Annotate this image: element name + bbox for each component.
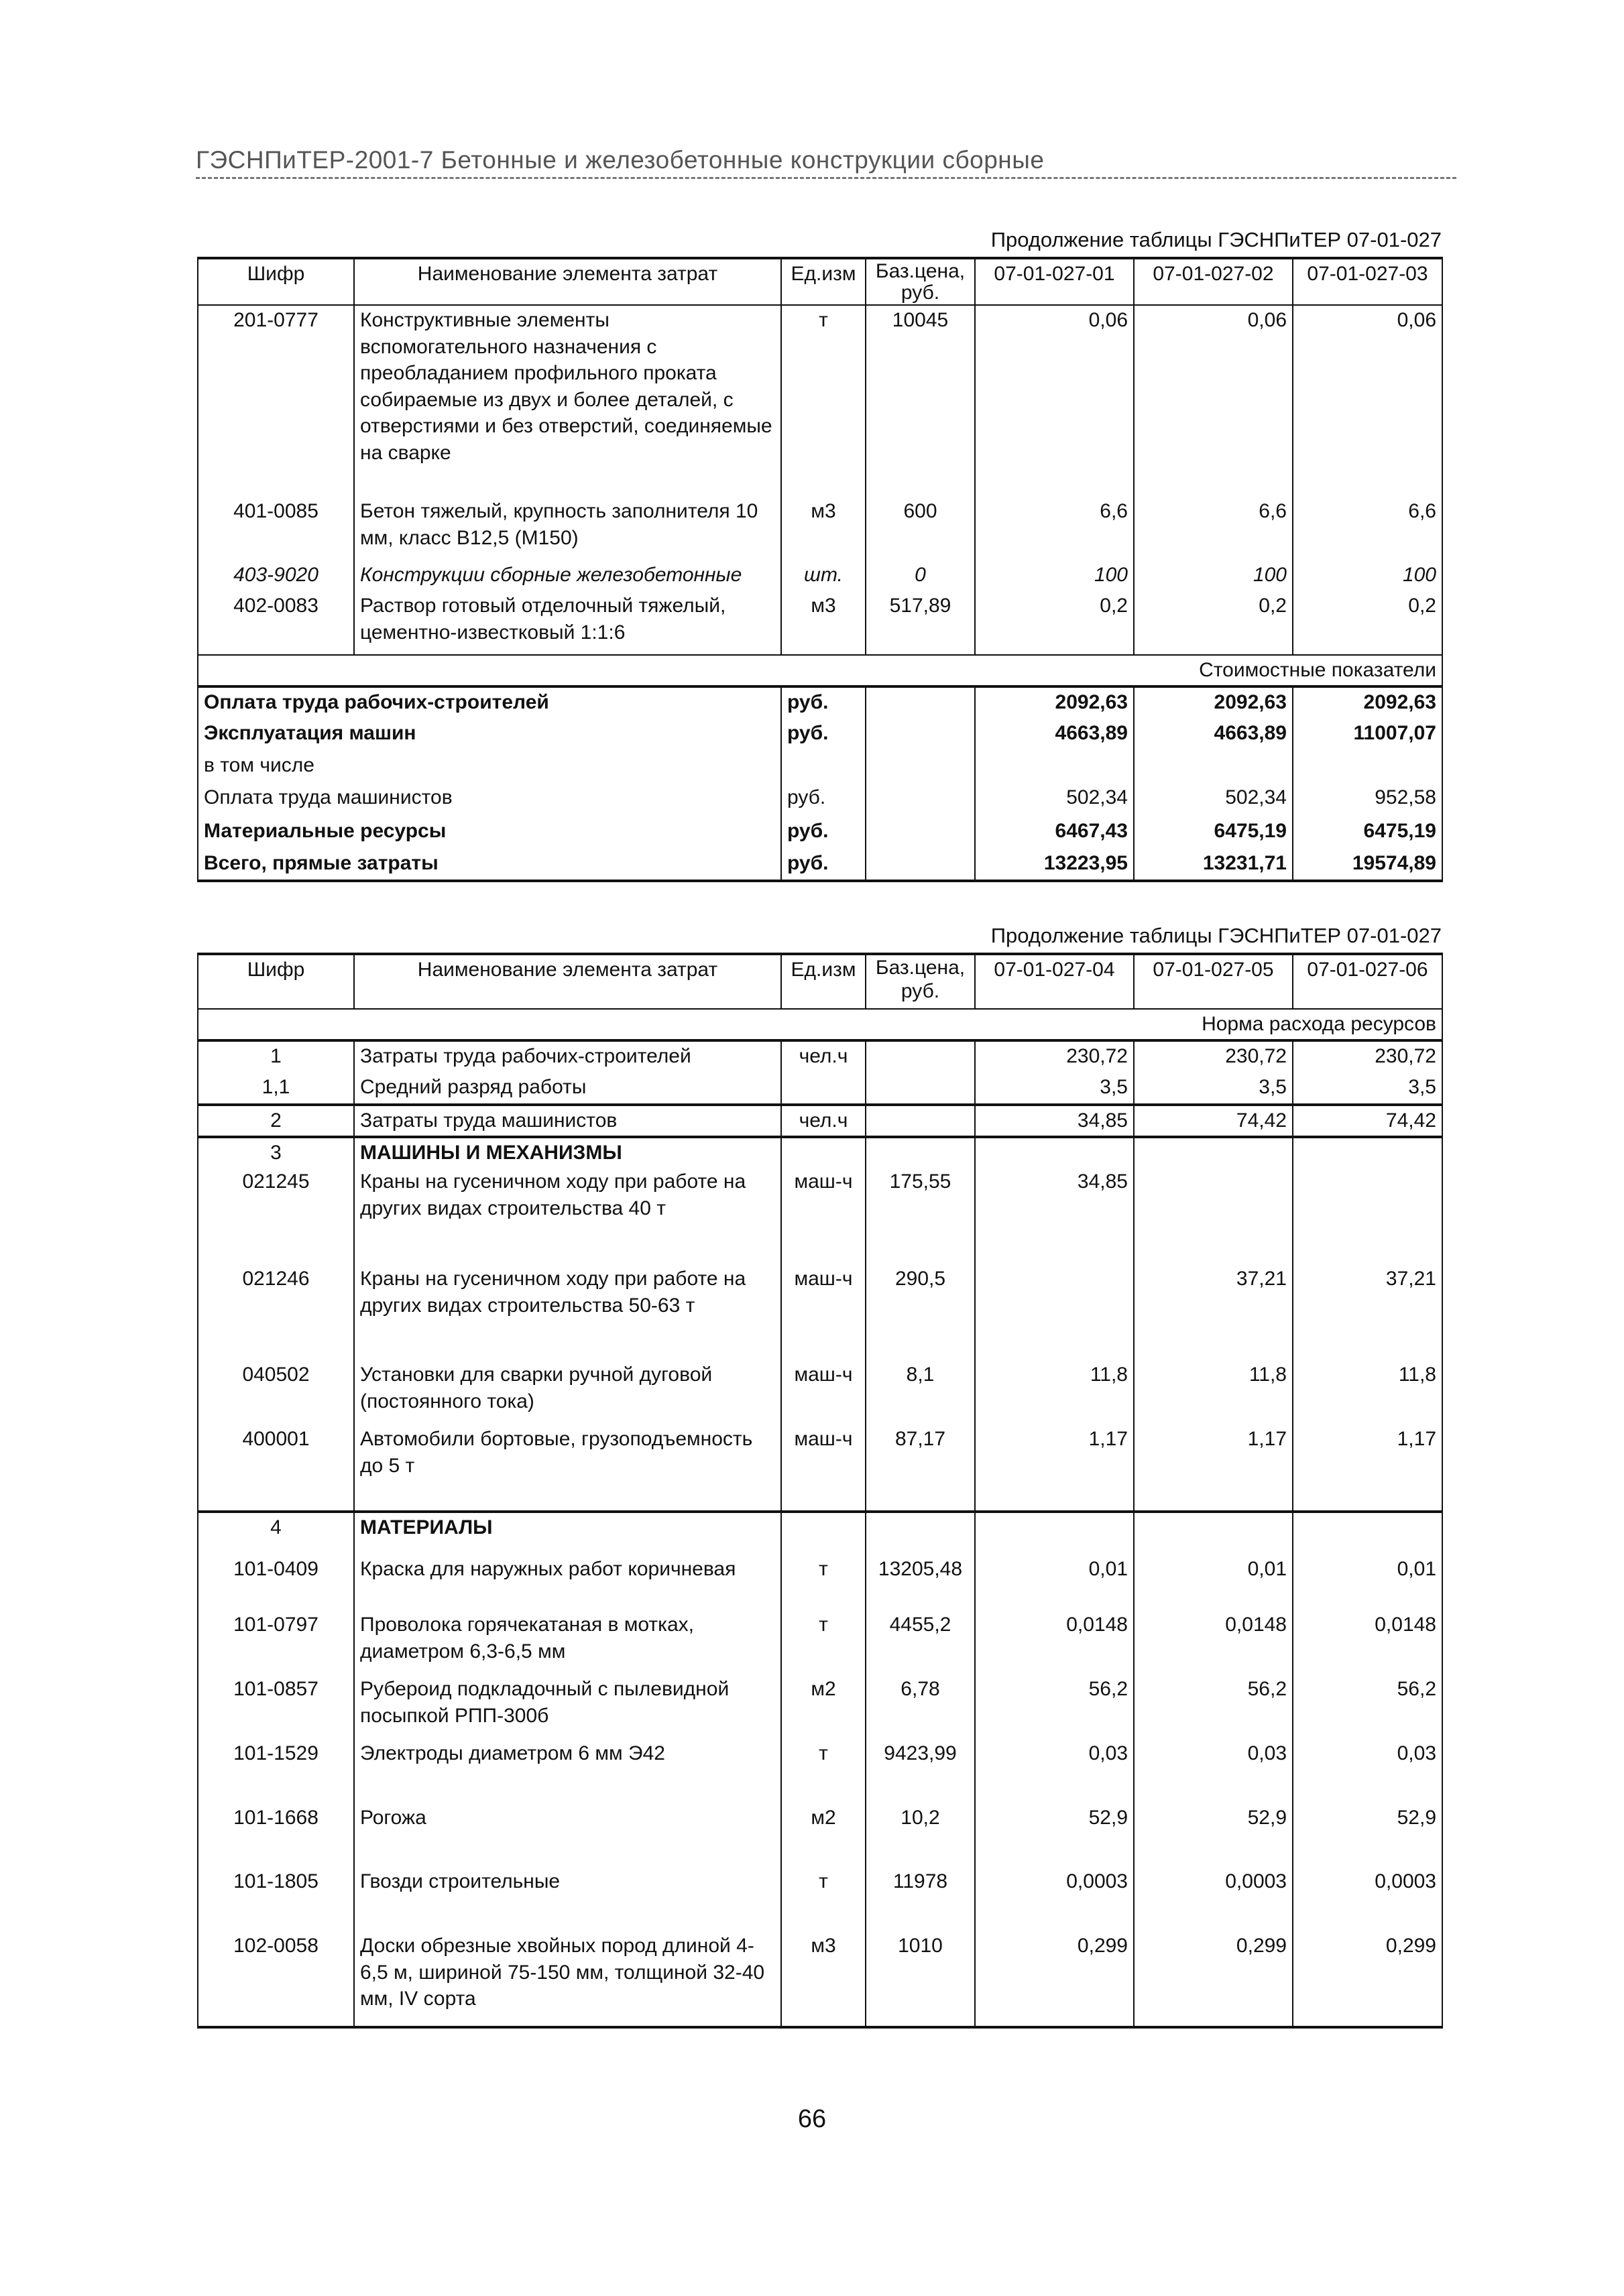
row-name: Автомобили бортовые, грузоподъемность до 5 т: [354, 1425, 781, 1512]
row-value-3: 74,42: [1293, 1105, 1442, 1137]
row-unit: т: [781, 1739, 866, 1803]
row-value-2: 0,299: [1134, 1931, 1293, 2027]
row-name: Затраты труда рабочих-строителей: [354, 1040, 781, 1073]
row-value-3: 1,17: [1293, 1425, 1442, 1512]
row-code: 102-0058: [198, 1931, 354, 2027]
cost-price: [866, 751, 975, 783]
row-value-1: 100: [975, 560, 1134, 591]
row-price: 9423,99: [866, 1739, 975, 1803]
row-code: 1,1: [198, 1073, 354, 1105]
cost-value-2: 6475,19: [1134, 817, 1293, 849]
row-name: Краны на гусеничном ходу при работе на других видах строительства 40 т: [354, 1167, 781, 1264]
row-unit: т: [781, 1547, 866, 1610]
cost-value-2: 502,34: [1134, 783, 1293, 817]
table-row: [198, 1739, 1442, 1803]
row-unit: м3: [781, 591, 866, 655]
row-code: 1: [198, 1040, 354, 1073]
table-row: [198, 1040, 1442, 1073]
row-value-2: [1134, 1167, 1293, 1264]
table-row: [198, 1803, 1442, 1867]
row-code: 403-9020: [198, 560, 354, 591]
cost-unit: руб.: [781, 849, 866, 881]
row-value-3: 0,2: [1293, 591, 1442, 655]
section-title: МАТЕРИАЛЫ: [354, 1512, 781, 1547]
row-value-3: [1293, 1167, 1442, 1264]
section-heading-row: [198, 1512, 1442, 1547]
row-code: 400001: [198, 1425, 354, 1512]
cost-value-1: 4663,89: [975, 719, 1134, 751]
section-title: МАШИНЫ И МЕХАНИЗМЫ: [354, 1137, 781, 1168]
row-code: 101-0409: [198, 1547, 354, 1610]
header-col3: 07-01-027-03: [1293, 258, 1442, 305]
row-value-1: 34,85: [975, 1167, 1134, 1264]
row-value-2: 3,5: [1134, 1073, 1293, 1105]
row-value-1: 0,2: [975, 591, 1134, 655]
header-price: Баз.цена, руб.: [866, 258, 975, 305]
cost-row: [198, 686, 1442, 719]
cost-unit: руб.: [781, 817, 866, 849]
row-code: 101-0857: [198, 1675, 354, 1739]
cost-row: [198, 783, 1442, 817]
cost-value-2: [1134, 751, 1293, 783]
table-row: [198, 1425, 1442, 1512]
table-row: [198, 1264, 1442, 1360]
row-unit: т: [781, 1610, 866, 1675]
row-price: 517,89: [866, 591, 975, 655]
row-unit: м3: [781, 497, 866, 560]
table-row: [198, 305, 1442, 497]
table2-header-row: [198, 954, 1442, 1009]
row-value-1: 0,0148: [975, 1610, 1134, 1675]
header-unit: Ед.изм: [781, 258, 866, 305]
header-name: Наименование элемента затрат: [354, 954, 781, 1009]
table-row: [198, 1675, 1442, 1739]
row-value-3: 3,5: [1293, 1073, 1442, 1105]
row-value-2: 0,0003: [1134, 1867, 1293, 1931]
cost-section-label: Стоимостные показатели: [198, 655, 1442, 686]
table-row: [198, 1931, 1442, 2027]
cost-section-row: [198, 655, 1442, 686]
cost-price: [866, 849, 975, 881]
cost-price: [866, 719, 975, 751]
resource-table-1: [197, 257, 1443, 882]
row-value-3: 230,72: [1293, 1040, 1442, 1073]
cost-price: [866, 686, 975, 719]
row-unit: маш-ч: [781, 1264, 866, 1360]
row-value-2: 0,06: [1134, 305, 1293, 497]
row-unit: маш-ч: [781, 1425, 866, 1512]
row-name: Раствор готовый отделочный тяжелый, цементно-известковый 1:1:6: [354, 591, 781, 655]
row-name: Гвозди строительные: [354, 1867, 781, 1931]
cost-label: Оплата труда рабочих-строителей: [198, 686, 781, 719]
table1-header-row: [198, 258, 1442, 305]
cost-unit: руб.: [781, 719, 866, 751]
row-value-1: 0,01: [975, 1547, 1134, 1610]
row-name: Установки для сварки ручной дуговой (постоянного тока): [354, 1360, 781, 1425]
cost-unit: руб.: [781, 783, 866, 817]
row-value-3: 0,0148: [1293, 1610, 1442, 1675]
cost-row: [198, 849, 1442, 881]
row-price: 600: [866, 497, 975, 560]
row-value-2: 74,42: [1134, 1105, 1293, 1137]
row-code: 201-0777: [198, 305, 354, 497]
row-name: Краска для наружных работ коричневая: [354, 1547, 781, 1610]
row-value-1: 3,5: [975, 1073, 1134, 1105]
row-name: Рубероид подкладочный с пылевидной посыпкой РПП-300б: [354, 1675, 781, 1739]
cost-row: [198, 719, 1442, 751]
header-col2: 07-01-027-05: [1134, 954, 1293, 1009]
row-value-1: 0,03: [975, 1739, 1134, 1803]
row-price: 10,2: [866, 1803, 975, 1867]
cost-value-1: [975, 751, 1134, 783]
row-price: 6,78: [866, 1675, 975, 1739]
header-col1: 07-01-027-01: [975, 258, 1134, 305]
row-value-3: 0,03: [1293, 1739, 1442, 1803]
row-name: Краны на гусеничном ходу при работе на других видах строительства 50-63 т: [354, 1264, 781, 1360]
row-value-3: 56,2: [1293, 1675, 1442, 1739]
row-code: 101-1805: [198, 1867, 354, 1931]
cost-label: Эксплуатация машин: [198, 719, 781, 751]
cost-value-3: 11007,07: [1293, 719, 1442, 751]
section-heading-row: [198, 1137, 1442, 1168]
row-price: [866, 1073, 975, 1105]
table-row: [198, 1360, 1442, 1425]
row-value-1: [975, 1264, 1134, 1360]
row-price: 175,55: [866, 1167, 975, 1264]
norm-section-label: Норма расхода ресурсов: [198, 1009, 1442, 1040]
row-value-1: 0,299: [975, 1931, 1134, 2027]
row-value-1: 11,8: [975, 1360, 1134, 1425]
row-unit: чел.ч: [781, 1105, 866, 1137]
row-price: 11978: [866, 1867, 975, 1931]
cost-price: [866, 817, 975, 849]
row-name: Доски обрезные хвойных пород длиной 4-6,5 м, шириной 75-150 мм, толщиной 32-40 мм, IV сорта: [354, 1931, 781, 2027]
row-code: 101-1668: [198, 1803, 354, 1867]
cost-value-1: 13223,95: [975, 849, 1134, 881]
table-row: [198, 1610, 1442, 1675]
row-value-1: 56,2: [975, 1675, 1134, 1739]
row-price: 0: [866, 560, 975, 591]
row-name: Электроды диаметром 6 мм Э42: [354, 1739, 781, 1803]
row-value-1: 6,6: [975, 497, 1134, 560]
cost-label: в том числе: [198, 751, 781, 783]
row-code: 2: [198, 1105, 354, 1137]
document-header: ГЭСНПиТЕР-2001-7 Бетонные и железобетонные конструкции сборные: [196, 146, 1456, 179]
table-row: [198, 1167, 1442, 1264]
resource-table-2: [197, 953, 1443, 2029]
row-code: 021246: [198, 1264, 354, 1360]
row-value-1: 230,72: [975, 1040, 1134, 1073]
table-row: [198, 1105, 1442, 1137]
cost-value-3: 19574,89: [1293, 849, 1442, 881]
section-code: 4: [198, 1512, 354, 1547]
header-price: Баз.цена, руб.: [866, 954, 975, 1009]
row-name: Затраты труда машинистов: [354, 1105, 781, 1137]
cost-value-1: 2092,63: [975, 686, 1134, 719]
row-value-3: 37,21: [1293, 1264, 1442, 1360]
cost-value-3: [1293, 751, 1442, 783]
row-unit: чел.ч: [781, 1040, 866, 1073]
row-value-2: 11,8: [1134, 1360, 1293, 1425]
table-row: [198, 560, 1442, 591]
cost-value-3: 952,58: [1293, 783, 1442, 817]
row-value-2: 100: [1134, 560, 1293, 591]
row-name: Рогожа: [354, 1803, 781, 1867]
row-value-3: 0,01: [1293, 1547, 1442, 1610]
row-name: Проволока горячекатаная в мотках, диаметром 6,3-6,5 мм: [354, 1610, 781, 1675]
section-code: 3: [198, 1137, 354, 1168]
row-value-3: 0,06: [1293, 305, 1442, 497]
table-row: [198, 1867, 1442, 1931]
cost-value-1: 6467,43: [975, 817, 1134, 849]
row-unit: т: [781, 1867, 866, 1931]
header-col3: 07-01-027-06: [1293, 954, 1442, 1009]
row-value-2: 0,03: [1134, 1739, 1293, 1803]
row-code: 401-0085: [198, 497, 354, 560]
row-price: 8,1: [866, 1360, 975, 1425]
row-price: 10045: [866, 305, 975, 497]
row-value-2: 0,01: [1134, 1547, 1293, 1610]
page-number: 66: [797, 2105, 827, 2133]
row-value-2: 37,21: [1134, 1264, 1293, 1360]
row-code: 040502: [198, 1360, 354, 1425]
row-value-2: 0,2: [1134, 591, 1293, 655]
row-price: 87,17: [866, 1425, 975, 1512]
cost-label: Всего, прямые затраты: [198, 849, 781, 881]
row-code: 021245: [198, 1167, 354, 1264]
header-col2: 07-01-027-02: [1134, 258, 1293, 305]
row-unit: маш-ч: [781, 1360, 866, 1425]
row-unit: [781, 1073, 866, 1105]
header-col1: 07-01-027-04: [975, 954, 1134, 1009]
row-unit: м2: [781, 1803, 866, 1867]
row-value-2: 0,0148: [1134, 1610, 1293, 1675]
row-code: 101-0797: [198, 1610, 354, 1675]
cost-value-3: 6475,19: [1293, 817, 1442, 849]
cost-value-1: 502,34: [975, 783, 1134, 817]
row-value-1: 1,17: [975, 1425, 1134, 1512]
header-name: Наименование элемента затрат: [354, 258, 781, 305]
cost-value-2: 2092,63: [1134, 686, 1293, 719]
row-value-2: 1,17: [1134, 1425, 1293, 1512]
row-unit: м2: [781, 1675, 866, 1739]
table2-caption: Продолжение таблицы ГЭСНПиТЕР 07-01-027: [990, 924, 1442, 947]
row-name: Конструкции сборные железобетонные: [354, 560, 781, 591]
cost-label: Материальные ресурсы: [198, 817, 781, 849]
row-code: 402-0083: [198, 591, 354, 655]
cost-value-2: 4663,89: [1134, 719, 1293, 751]
row-name: Средний разряд работы: [354, 1073, 781, 1105]
header-code: Шифр: [198, 258, 354, 305]
cost-unit: руб.: [781, 686, 866, 719]
row-value-3: 0,299: [1293, 1931, 1442, 2027]
table-row: [198, 1547, 1442, 1610]
row-price: [866, 1040, 975, 1073]
row-value-3: 11,8: [1293, 1360, 1442, 1425]
row-price: 13205,48: [866, 1547, 975, 1610]
row-price: [866, 1105, 975, 1137]
row-value-2: 230,72: [1134, 1040, 1293, 1073]
row-value-1: 0,06: [975, 305, 1134, 497]
row-value-3: 100: [1293, 560, 1442, 591]
row-unit: маш-ч: [781, 1167, 866, 1264]
cost-row: [198, 817, 1442, 849]
row-code: 101-1529: [198, 1739, 354, 1803]
row-value-2: 6,6: [1134, 497, 1293, 560]
row-value-3: 52,9: [1293, 1803, 1442, 1867]
table-row: [198, 497, 1442, 560]
table1-caption: Продолжение таблицы ГЭСНПиТЕР 07-01-027: [990, 228, 1442, 251]
row-value-1: 52,9: [975, 1803, 1134, 1867]
row-unit: т: [781, 305, 866, 497]
row-unit: м3: [781, 1931, 866, 2027]
header-code: Шифр: [198, 954, 354, 1009]
norm-section-row: [198, 1009, 1442, 1040]
cost-label: Оплата труда машинистов: [198, 783, 781, 817]
row-value-1: 0,0003: [975, 1867, 1134, 1931]
row-value-3: 0,0003: [1293, 1867, 1442, 1931]
row-price: 1010: [866, 1931, 975, 2027]
cost-value-3: 2092,63: [1293, 686, 1442, 719]
cost-unit: [781, 751, 866, 783]
row-name: Бетон тяжелый, крупность заполнителя 10 мм, класс В12,5 (М150): [354, 497, 781, 560]
header-unit: Ед.изм: [781, 954, 866, 1009]
cost-row: [198, 751, 1442, 783]
table-row: [198, 591, 1442, 655]
row-value-2: 52,9: [1134, 1803, 1293, 1867]
row-price: 4455,2: [866, 1610, 975, 1675]
row-value-2: 56,2: [1134, 1675, 1293, 1739]
row-value-3: 6,6: [1293, 497, 1442, 560]
cost-value-2: 13231,71: [1134, 849, 1293, 881]
row-price: 290,5: [866, 1264, 975, 1360]
table-row: [198, 1073, 1442, 1105]
row-value-1: 34,85: [975, 1105, 1134, 1137]
cost-price: [866, 783, 975, 817]
row-unit: шт.: [781, 560, 866, 591]
row-name: Конструктивные элементы вспомогательного назначения с преобладанием профильного проката собираемые из двух и более деталей, с отверстиями и без отверстий, соединяемые на сварке: [354, 305, 781, 497]
